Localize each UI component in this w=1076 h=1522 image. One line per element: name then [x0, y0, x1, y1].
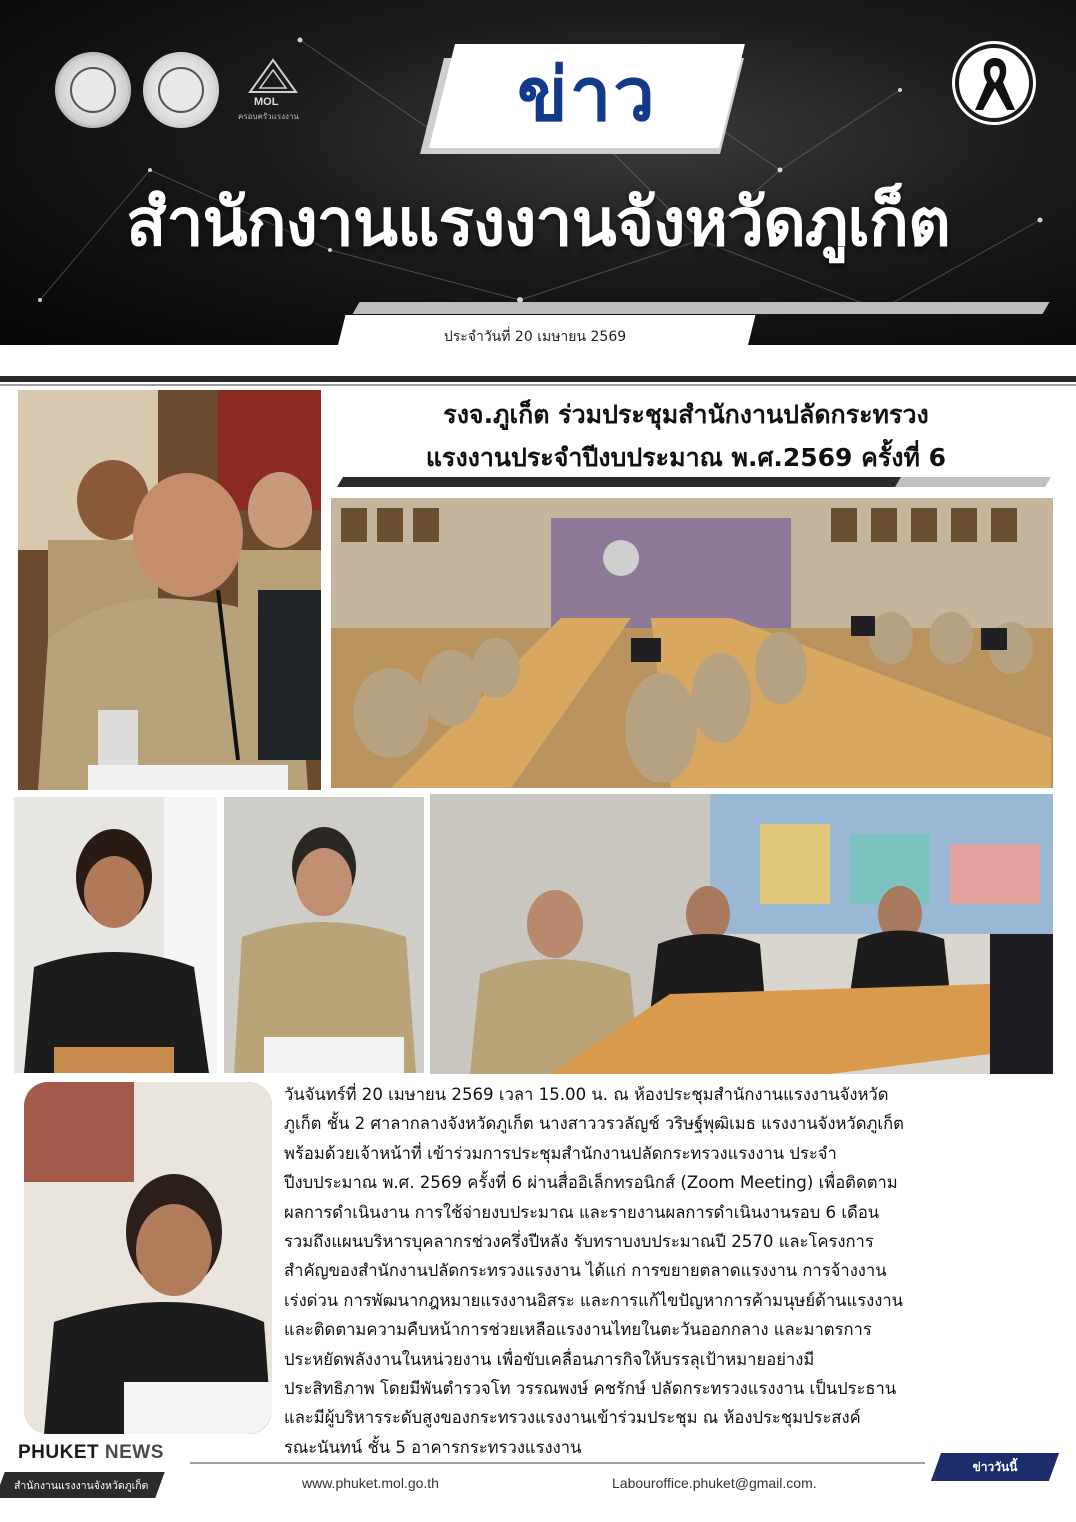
article-line: ภูเก็ต ชั้น 2 ศาลากลางจังหวัดภูเก็ต นางสาววรวลัญช์ วริษฐ์พุฒิเมธ แรงงานจังหวัดภูเก็ต	[284, 1114, 904, 1134]
divider	[0, 384, 1076, 386]
article-body	[284, 1080, 1064, 1462]
article-line: ผลการดำเนินงาน การใช้จ่ายงบประมาณ และรายงานผลการดำเนินงานรอบ 6 เดือน	[284, 1202, 880, 1222]
article-line: รณะนันทน์ ชั้น 5 อาคารกระทรวงแรงงาน	[284, 1437, 582, 1457]
article-line: วันจันทร์ที่ 20 เมษายน 2569 เวลา 15.00 น. ณ ห้องประชุมสำนักงานแรงงานจังหวัด	[284, 1085, 889, 1104]
website-link[interactable]: www.phuket.mol.go.th	[302, 1475, 439, 1491]
article-line: ประสิทธิภาพ โดยมีพันตำรวจโท วรรณพงษ์ คชรักษ์ ปลัดกระทรวงแรงงาน เป็นประธาน	[284, 1379, 897, 1399]
article-line: เร่งด่วน การพัฒนากฎหมายแรงงานอิสระ และการแก้ไขปัญหาการค้ามนุษย์ด้านแรงงาน	[284, 1290, 904, 1310]
black-ribbon-icon	[955, 44, 1033, 122]
article-line: รวมถึงแผนบริหารบุคลากรช่วงครึ่งปีหลัง รับทราบงบประมาณปี 2570 และโครงการ	[284, 1232, 874, 1252]
mol-logo-subtext: ครอบครัวแรงงาน	[238, 112, 299, 121]
article-line: ปีงบประมาณ พ.ศ. 2569 ครั้งที่ 6 ผ่านสื่ออิเล็กทรอนิกส์ (Zoom Meeting) เพื่อติดตาม	[284, 1173, 898, 1193]
photo-meeting-room	[331, 498, 1053, 788]
brand-accent: NEWS	[104, 1442, 164, 1463]
news-banner-title: ข่าว	[517, 52, 657, 138]
article-line: ประหยัดพลังงานในหน่วยงาน เพื่อขับเคลื่อนภารกิจให้บรรลุเป้าหมายอย่างมี	[284, 1349, 815, 1369]
divider	[0, 376, 1076, 382]
header-banner	[0, 0, 1076, 345]
photo-provincial-labour-officer	[24, 1082, 272, 1434]
article-line: พร้อมด้วยเจ้าหน้าที่ เข้าร่วมการประชุมสำนักงานปลัดกระทรวงแรงงาน ประจำ	[284, 1143, 837, 1163]
article-line: และติดตามความคืบหน้าการช่วยเหลือแรงงานไทยในตะวันออกกลาง และมาตรการ	[284, 1320, 872, 1340]
headline-line-2: แรงงานประจำปีงบประมาณ พ.ศ.2569 ครั้งที่ 6	[425, 443, 947, 472]
office-title: สำนักงานแรงงานจังหวัดภูเก็ต	[126, 184, 950, 261]
email-link[interactable]: Labouroffice.phuket@gmail.com.	[612, 1475, 817, 1491]
mol-logo-text: MOL	[254, 96, 279, 108]
mol-logo	[238, 58, 308, 126]
news-headline	[326, 393, 1046, 479]
footer-brand	[18, 1442, 164, 1464]
todays-news-tag: ข่าววันนี้	[972, 1459, 1018, 1474]
issue-date: ประจำวันที่ 20 เมษายน 2569	[443, 329, 627, 345]
article-line: สำคัญของสำนักงานปลัดกระทรวงแรงงาน ได้แก่ การขยายตลาดแรงงาน การจ้างงาน	[284, 1261, 887, 1281]
ministry-seal-logo	[55, 52, 131, 128]
photo-official-speaking	[18, 390, 321, 790]
photo-phuket-team	[430, 794, 1053, 1074]
headline-line-1: รงจ.ภูเก็ต ร่วมประชุมสำนักงานปลัดกระทรวง	[443, 400, 929, 429]
photo-staff-woman	[14, 797, 217, 1073]
footer-brand-subtitle: สำนักงานแรงงานจังหวัดภูเก็ต	[14, 1480, 149, 1492]
province-seal-logo	[143, 52, 219, 128]
article-line: และมีผู้บริหารระดับสูงของกระทรวงแรงงานเข้าร่วมประชุม ณ ห้องประชุมประสงค์	[284, 1408, 861, 1428]
brand-main: PHUKET	[18, 1442, 100, 1463]
photo-staff-officer	[224, 797, 424, 1073]
footer-divider	[190, 1462, 925, 1464]
